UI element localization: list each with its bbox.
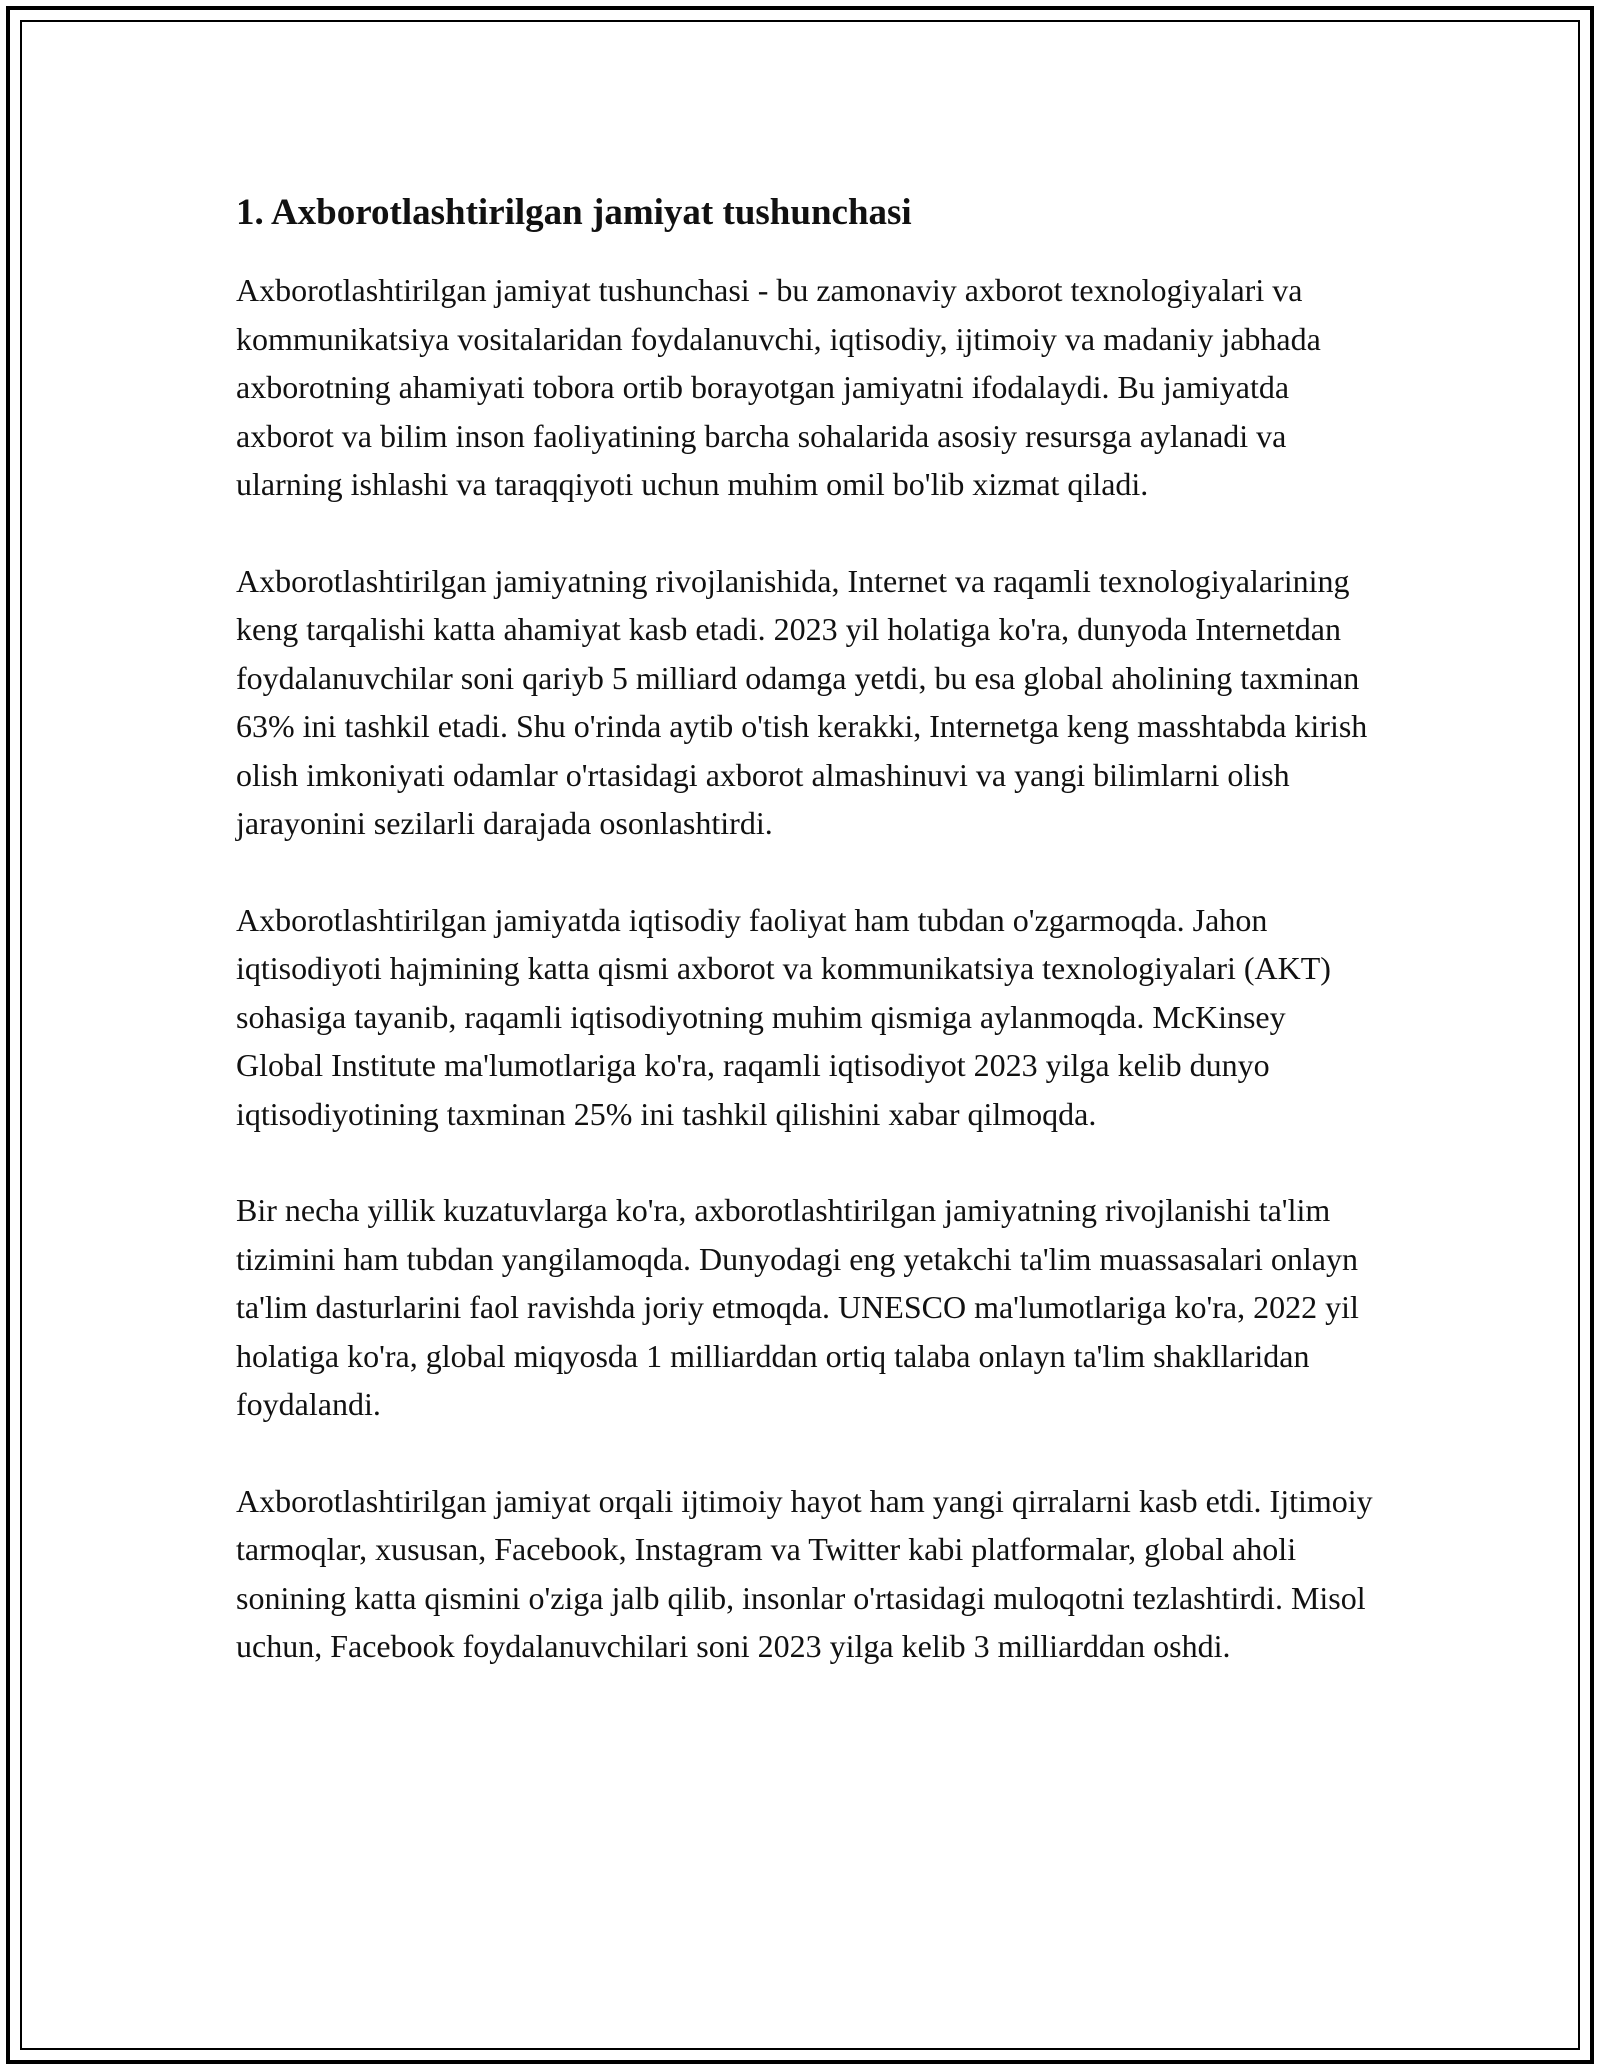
- paragraph-education: Bir necha yillik kuzatuvlarga ko'ra, axborotlashtirilgan jamiyatning rivojlanishi ta'lim tizimini ham tubdan yangilamoqda. Dunyodagi eng yetakchi ta'lim muassasalari onlayn ta'lim dasturlarini faol ravishda joriy etmoqda. UNESCO ma'lumotlariga ko'ra, 2022 yil holatiga ko'ra, global miqyosda 1 milliarddan ortiq talaba onlayn ta'lim shakllaridan foydalandi.: [236, 1192, 1359, 1422]
- paragraph-social-life: Axborotlashtirilgan jamiyat orqali ijtimoiy hayot ham yangi qirralarni kasb etdi. Ijtimoiy tarmoqlar, xususan, Facebook, Instagram va Twitter kabi platformalar, global aholi sonining katta qismini o'ziga jalb qilib, insonlar o'rtasidagi muloqotni tezlashtirdi. Misol uchun, Facebook foydalanuvchilari soni 2023 yilga kelib 3 milliarddan oshdi.: [236, 1482, 1373, 1664]
- paragraph-internet: Axborotlashtirilgan jamiyatning rivojlanishida, Internet va raqamli texnologiyalarining keng tarqalishi katta ahamiyat kasb etadi. 2023 yil holatiga ko'ra, dunyoda Internetdan foydalanuvchilar soni qariyb 5 milliard odamga yetdi, bu esa global aholining taxminan 63% ini tashkil etadi. Shu o'rinda aytib o'tish kerakki, Internetga keng masshtabda kirish olish imkoniyati odamlar o'rtasidagi axborot almashinuvi va yangi bilimlarni olish jarayonini sezilarli darajada osonlashtirdi.: [236, 562, 1368, 841]
- paragraph-economy: Axborotlashtirilgan jamiyatda iqtisodiy faoliyat ham tubdan o'zgarmoqda. Jahon iqtisodiyoti hajmining katta qismi axborot va kommunikatsiya texnologiyalari (AKT) sohasiga tayanib, raqamli iqtisodiyotning muhim qismiga aylanmoqda. McKinsey Global Institute ma'lumotlariga ko'ra, raqamli iqtisodiyot 2023 yilga kelib dunyo iqtisodiyotining taxminan 25% ini tashkil qilishini xabar qilmoqda.: [236, 901, 1331, 1132]
- document-body: [236, 186, 1376, 1671]
- paragraph-definition: Axborotlashtirilgan jamiyat tushunchasi - bu zamonaviy axborot texnologiyalari va kommunikatsiya vositalaridan foydalanuvchi, iqtisodiy, ijtimoiy va madaniy jabhada axborotning ahamiyati tobora ortib borayotgan jamiyatni ifodalaydi. Bu jamiyatda axborot va bilim inson faoliyatining barcha sohalarida asosiy resursga aylanadi va ularning ishlashi va taraqqiyoti uchun muhim omil bo'lib xizmat qiladi.: [236, 272, 1321, 502]
- section-heading: 1. Axborotlashtirilgan jamiyat tushunchasi: [236, 192, 912, 233]
